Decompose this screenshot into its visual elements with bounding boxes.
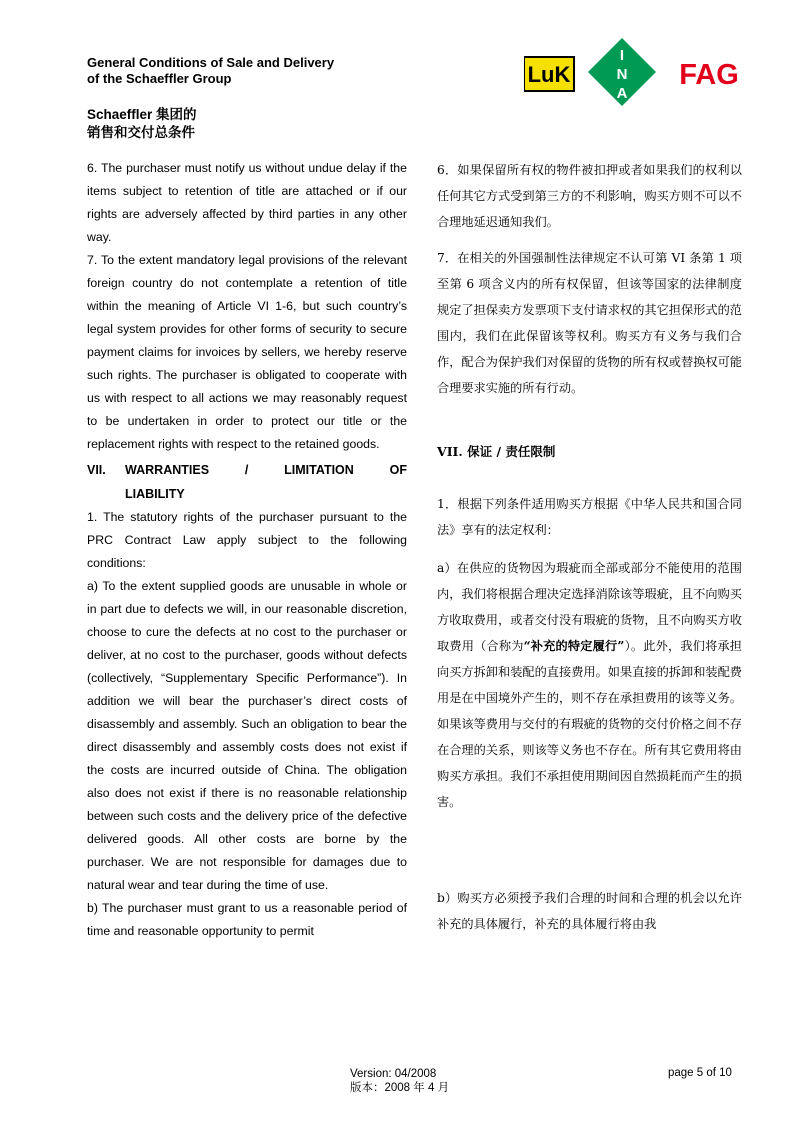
- en-section-heading: [87, 458, 407, 506]
- svg-text:N: N: [616, 66, 628, 83]
- footer-version-cn: 版本：2008 年 4 月: [350, 1082, 450, 1094]
- cn-clause-6-7: 7．在相关的外国强制性法律规定不认可第 VI 条第 1 项至第 6 项含义内的所有权保留，但该等国家的法律制度规定了担保卖方发票项下支付请求权的其它担保形式的范围内，我们在此保留该等权利。购买方有义务与我们合作，配合为保护我们对保留的货物的所有权或替换权可能合理要求实施的所有行动。: [437, 251, 742, 395]
- en-section-title-line2: LIABILITY: [125, 487, 185, 501]
- header-title-cn-line2: 销售和交付总条件: [87, 125, 195, 140]
- cn-clause-7-1a-text1: a）在供应的货物因为瑕疵而全部或部分不能使用的范围内，我们将根据合理决定选择消除该等瑕疵，且不向购买方收取费用，或者交付没有瑕疵的货物，且不向购买方收取费用（合称为: [437, 561, 742, 653]
- cn-clause-7-1b: b）购买方必须授予我们合理的时间和合理的机会以允许补充的具体履行，补充的具体履行将由我: [437, 891, 742, 931]
- fag-logo: [679, 59, 739, 91]
- svg-text:I: I: [619, 47, 625, 64]
- english-column: [87, 157, 407, 943]
- header-title-en: [87, 55, 334, 87]
- cn-term-supplementary-performance: “补充的特定履行”: [523, 639, 625, 653]
- svg-text:A: A: [616, 85, 628, 102]
- cn-clause-7-1a-text2: ）。此外，我们将承担向买方拆卸和装配的直接费用。如果直接的拆卸和装配费用是在中国境外产生的，则不存在承担费用的该等义务。如果该等费用与交付的有瑕疵的货物的交付价格之间不存在合理的关系，则该等义务也不存在。所有其它费用将由购买方承担。我们不承担使用期间因自然损耗而产生的损害。: [437, 639, 742, 809]
- en-clause-7-1a: a) To the extent supplied goods are unusable in whole or in part due to defects we will, in our reasonable discretion, choose to cure the defects at no cost to the purchaser or deliver, at no cost to the purchaser, goods without defects (collectively, “Supplementary Specific Performance”). In addition we will bear the purchaser’s direct costs of disassembly and assembly. Such an obligation to bear the direct disassembly and assembly costs does not exist if the costs are incurred outside of China. The obligation also does not exist if there is no reasonable relationship between such costs and the delivery price of the defective delivered goods. All other costs are borne by the purchaser. We are not responsible for damages due to natural wear and tear during the time of use.: [87, 579, 407, 892]
- luk-logo: [524, 57, 574, 91]
- en-section-title: [125, 458, 407, 506]
- en-clause-7-1b: b) The purchaser must grant to us a reasonable period of time and reasonable opportunity to permit: [87, 901, 407, 938]
- cn-clause-7-1: 1．根据下列条件适用购买方根据《中华人民共和国合同法》享有的法定权利：: [437, 497, 742, 537]
- company-logos: [524, 38, 746, 106]
- svg-text:FAG: FAG: [679, 59, 739, 91]
- header-title-cn-line1: Schaeffler 集团的: [87, 107, 197, 122]
- cn-section-heading: VII. 保证 / 责任限制: [437, 444, 556, 459]
- en-section-title-line1: WARRANTIES / LIMITATION OF: [125, 463, 407, 477]
- en-clause-6-7: 7. To the extent mandatory legal provisions of the relevant foreign country do not contemplate a retention of title within the meaning of Article VI 1-6, but such country’s legal system provides for other forms of security to secure payment claims for invoices by sellers, we hereby reserve such rights. The purchaser is obligated to cooperate with us with respect to all actions we may reasonably request to be undertaken in order to protect our title or the replacement rights with respect to the retained goods.: [87, 253, 407, 451]
- header-title-cn: [87, 106, 197, 142]
- header-title-en-line1: General Conditions of Sale and Delivery: [87, 55, 335, 70]
- footer-version-en: Version: 04/2008: [350, 1068, 437, 1080]
- page-number: page 5 of 10: [668, 1067, 732, 1079]
- cn-clause-6-6: 6．如果保留所有权的物件被扣押或者如果我们的权利以任何其它方式受到第三方的不利影响，购买方则不可以不合理地延迟通知我们。: [437, 163, 742, 229]
- en-clause-7-1: 1. The statutory rights of the purchaser pursuant to the PRC Contract Law apply subject to the following conditions:: [87, 510, 407, 570]
- svg-text:LuK: LuK: [527, 62, 571, 87]
- en-clause-6-6: 6. The purchaser must notify us without undue delay if the items subject to retention of title are attached or if our rights are adversely affected by third parties in any other way.: [87, 161, 407, 244]
- en-section-number: VII.: [87, 463, 106, 477]
- footer-version: [350, 1067, 449, 1095]
- ina-logo: [588, 38, 656, 106]
- header-title-en-line2: of the Schaeffler Group: [87, 71, 232, 86]
- chinese-column: [437, 157, 742, 937]
- cn-clause-7-1a: [437, 555, 742, 815]
